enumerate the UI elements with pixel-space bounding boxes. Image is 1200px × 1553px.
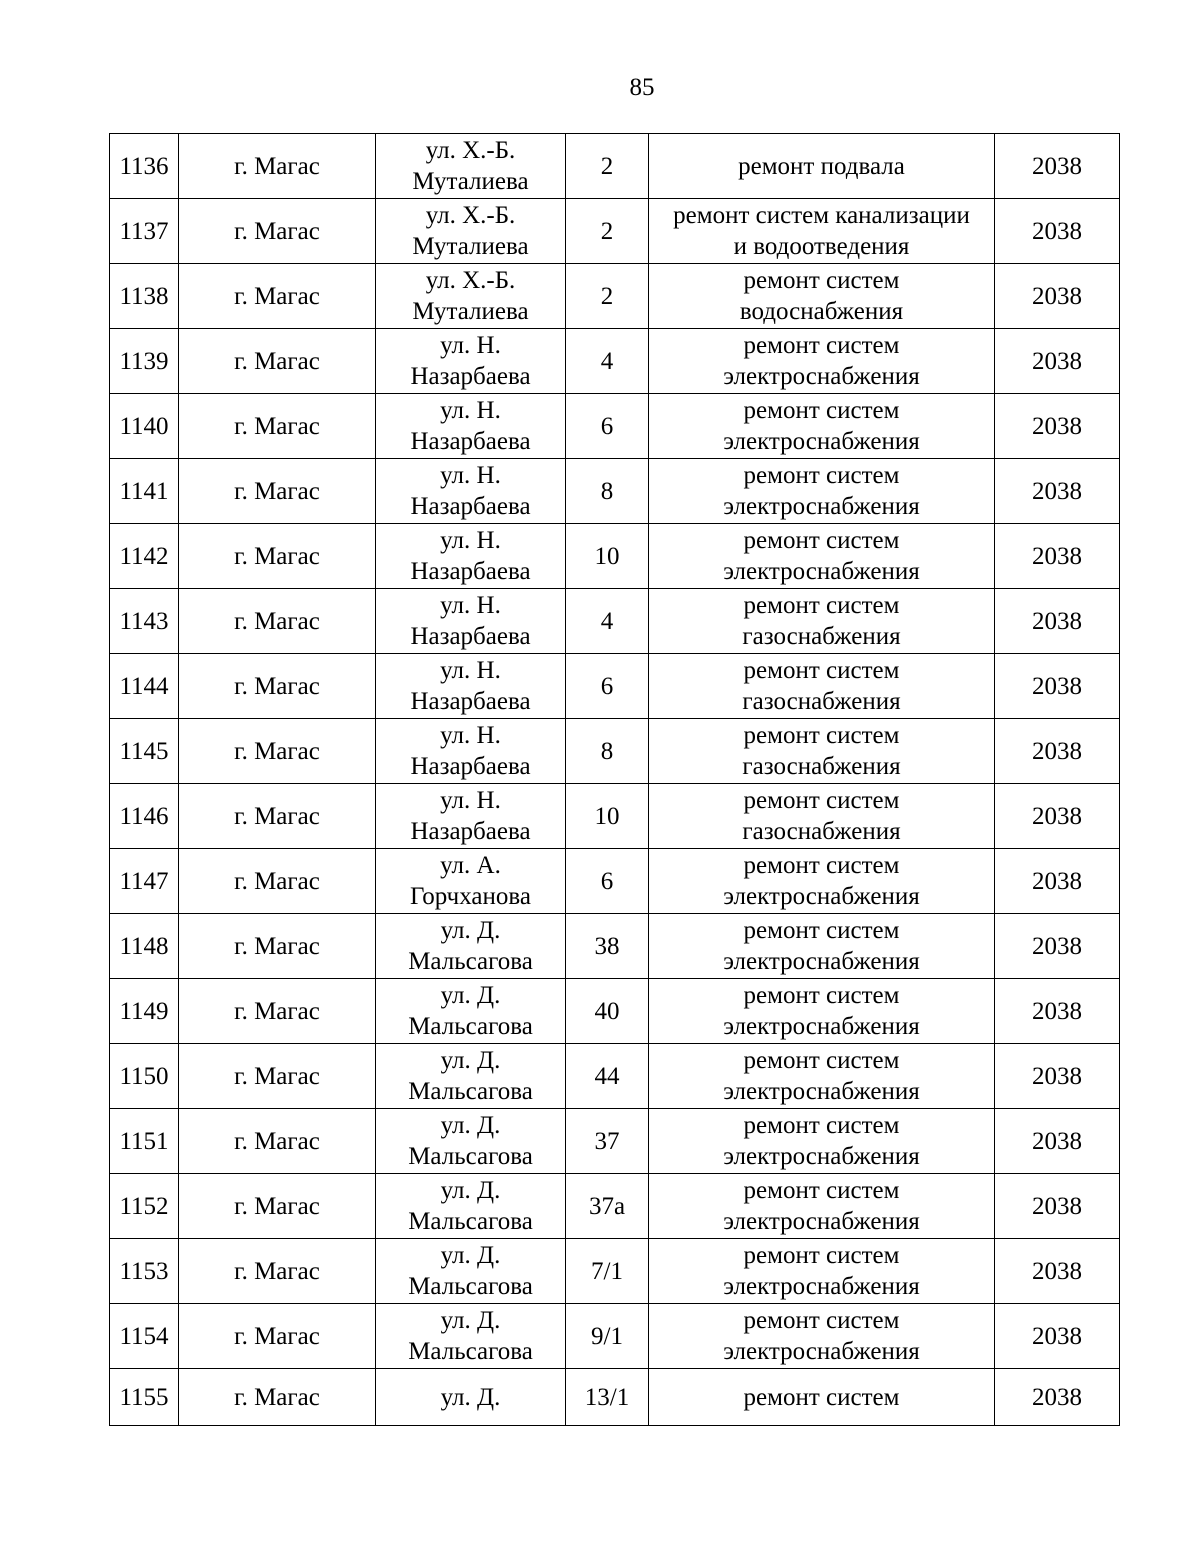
work-type-line: газоснабжения bbox=[742, 753, 901, 780]
table-row bbox=[110, 394, 1120, 459]
street-line: ул. Д. bbox=[440, 1242, 501, 1269]
work-type-line: ремонт систем bbox=[743, 787, 900, 814]
street-cell bbox=[376, 784, 566, 849]
year-cell: 2038 bbox=[995, 979, 1120, 1044]
street-cell bbox=[376, 134, 566, 199]
year-cell: 2038 bbox=[995, 329, 1120, 394]
work-type-line: электроснабжения bbox=[723, 1338, 920, 1365]
street-line: ул. Н. bbox=[440, 527, 501, 554]
city-cell: г. Магас bbox=[179, 914, 376, 979]
street-line: Горчханова bbox=[410, 883, 531, 910]
work-type-line: ремонт систем bbox=[743, 267, 900, 294]
street-cell bbox=[376, 1044, 566, 1109]
house-number-cell: 38 bbox=[566, 914, 649, 979]
street-line: ул. Н. bbox=[440, 657, 501, 684]
work-type-cell bbox=[649, 264, 995, 329]
work-type-line: ремонт систем bbox=[743, 1112, 900, 1139]
street-line: ул. Н. bbox=[440, 462, 501, 489]
work-type-line: электроснабжения bbox=[723, 558, 920, 585]
street-line: ул. Д. bbox=[440, 917, 501, 944]
table-row bbox=[110, 849, 1120, 914]
house-number-cell: 44 bbox=[566, 1044, 649, 1109]
work-type-line: ремонт систем канализации bbox=[673, 202, 970, 229]
house-number-cell: 4 bbox=[566, 329, 649, 394]
work-type-cell bbox=[649, 719, 995, 784]
street-cell bbox=[376, 914, 566, 979]
work-type-line: ремонт систем bbox=[743, 592, 900, 619]
work-type-cell bbox=[649, 1174, 995, 1239]
street-line: ул. Н. bbox=[440, 592, 501, 619]
row-number-cell: 1154 bbox=[110, 1304, 179, 1369]
work-type-line: ремонт систем bbox=[743, 1307, 900, 1334]
house-number-cell: 9/1 bbox=[566, 1304, 649, 1369]
row-number-cell: 1151 bbox=[110, 1109, 179, 1174]
work-type-cell bbox=[649, 1044, 995, 1109]
street-line: Муталиева bbox=[412, 298, 529, 325]
year-cell: 2038 bbox=[995, 654, 1120, 719]
year-cell: 2038 bbox=[995, 199, 1120, 264]
house-number-cell: 6 bbox=[566, 394, 649, 459]
city-cell: г. Магас bbox=[179, 329, 376, 394]
work-type-line: электроснабжения bbox=[723, 1273, 920, 1300]
year-cell: 2038 bbox=[995, 719, 1120, 784]
work-type-cell bbox=[649, 1369, 995, 1426]
row-number-cell: 1145 bbox=[110, 719, 179, 784]
street-line: Мальсагова bbox=[408, 1208, 533, 1235]
row-number-cell: 1141 bbox=[110, 459, 179, 524]
street-line: Назарбаева bbox=[410, 623, 531, 650]
street-line: ул. Н. bbox=[440, 722, 501, 749]
city-cell: г. Магас bbox=[179, 719, 376, 784]
city-cell: г. Магас bbox=[179, 1304, 376, 1369]
work-type-line: электроснабжения bbox=[723, 1013, 920, 1040]
table-row bbox=[110, 914, 1120, 979]
city-cell: г. Магас bbox=[179, 1109, 376, 1174]
house-number-cell: 37а bbox=[566, 1174, 649, 1239]
table-row bbox=[110, 1174, 1120, 1239]
work-type-line: газоснабжения bbox=[742, 818, 901, 845]
street-line: Назарбаева bbox=[410, 753, 531, 780]
city-cell: г. Магас bbox=[179, 979, 376, 1044]
table-row bbox=[110, 329, 1120, 394]
street-cell bbox=[376, 329, 566, 394]
city-cell: г. Магас bbox=[179, 589, 376, 654]
street-line: ул. Д. bbox=[440, 1307, 501, 1334]
row-number-cell: 1138 bbox=[110, 264, 179, 329]
table-row bbox=[110, 134, 1120, 199]
work-type-line: ремонт систем bbox=[743, 657, 900, 684]
street-cell bbox=[376, 849, 566, 914]
table-row bbox=[110, 199, 1120, 264]
table-body bbox=[110, 134, 1120, 1426]
year-cell: 2038 bbox=[995, 134, 1120, 199]
work-type-cell bbox=[649, 524, 995, 589]
row-number-cell: 1143 bbox=[110, 589, 179, 654]
house-number-cell: 2 bbox=[566, 264, 649, 329]
house-number-cell: 6 bbox=[566, 849, 649, 914]
street-cell bbox=[376, 654, 566, 719]
street-cell bbox=[376, 264, 566, 329]
repair-schedule-table bbox=[109, 133, 1120, 1426]
work-type-line: газоснабжения bbox=[742, 688, 901, 715]
work-type-cell bbox=[649, 394, 995, 459]
street-cell bbox=[376, 199, 566, 264]
street-line: ул. Д. bbox=[440, 1112, 501, 1139]
row-number-cell: 1137 bbox=[110, 199, 179, 264]
house-number-cell: 10 bbox=[566, 784, 649, 849]
street-line: ул. Д. bbox=[440, 1383, 501, 1411]
street-line: ул. Д. bbox=[440, 1177, 501, 1204]
work-type-line: ремонт систем bbox=[743, 917, 900, 944]
street-cell bbox=[376, 719, 566, 784]
city-cell: г. Магас bbox=[179, 654, 376, 719]
row-number-cell: 1148 bbox=[110, 914, 179, 979]
street-line: Назарбаева bbox=[410, 493, 531, 520]
house-number-cell: 2 bbox=[566, 199, 649, 264]
street-line: ул. Х.-Б. bbox=[425, 137, 516, 164]
house-number-cell: 2 bbox=[566, 134, 649, 199]
work-type-cell bbox=[649, 654, 995, 719]
work-type-cell bbox=[649, 849, 995, 914]
work-type-line: и водоотведения bbox=[733, 233, 910, 260]
year-cell: 2038 bbox=[995, 1109, 1120, 1174]
street-cell bbox=[376, 1304, 566, 1369]
table-row bbox=[110, 264, 1120, 329]
year-cell: 2038 bbox=[995, 1174, 1120, 1239]
street-line: Мальсагова bbox=[408, 948, 533, 975]
table-row bbox=[110, 1369, 1120, 1426]
work-type-line: ремонт подвала bbox=[738, 152, 905, 180]
table-row bbox=[110, 654, 1120, 719]
street-line: ул. Х.-Б. bbox=[425, 202, 516, 229]
table-row bbox=[110, 524, 1120, 589]
table-row bbox=[110, 1044, 1120, 1109]
street-cell bbox=[376, 979, 566, 1044]
row-number-cell: 1144 bbox=[110, 654, 179, 719]
row-number-cell: 1155 bbox=[110, 1369, 179, 1426]
year-cell: 2038 bbox=[995, 1044, 1120, 1109]
city-cell: г. Магас bbox=[179, 524, 376, 589]
year-cell: 2038 bbox=[995, 459, 1120, 524]
work-type-cell bbox=[649, 589, 995, 654]
work-type-line: ремонт систем bbox=[743, 462, 900, 489]
street-line: Мальсагова bbox=[408, 1338, 533, 1365]
row-number-cell: 1150 bbox=[110, 1044, 179, 1109]
table-row bbox=[110, 719, 1120, 784]
street-line: Муталиева bbox=[412, 168, 529, 195]
row-number-cell: 1140 bbox=[110, 394, 179, 459]
house-number-cell: 10 bbox=[566, 524, 649, 589]
street-cell bbox=[376, 1174, 566, 1239]
row-number-cell: 1146 bbox=[110, 784, 179, 849]
year-cell: 2038 bbox=[995, 849, 1120, 914]
table-row bbox=[110, 1304, 1120, 1369]
year-cell: 2038 bbox=[995, 589, 1120, 654]
page-number: 85 bbox=[629, 74, 655, 101]
house-number-cell: 40 bbox=[566, 979, 649, 1044]
house-number-cell: 4 bbox=[566, 589, 649, 654]
street-line: Назарбаева bbox=[410, 558, 531, 585]
street-line: ул. Х.-Б. bbox=[425, 267, 516, 294]
street-line: ул. Н. bbox=[440, 397, 501, 424]
table-row bbox=[110, 589, 1120, 654]
street-line: Муталиева bbox=[412, 233, 529, 260]
street-line: ул. А. bbox=[440, 852, 501, 879]
work-type-line: ремонт систем bbox=[743, 982, 900, 1009]
year-cell: 2038 bbox=[995, 784, 1120, 849]
street-line: Назарбаева bbox=[410, 688, 531, 715]
row-number-cell: 1147 bbox=[110, 849, 179, 914]
house-number-cell: 8 bbox=[566, 719, 649, 784]
table-row bbox=[110, 979, 1120, 1044]
street-line: ул. Д. bbox=[440, 1047, 501, 1074]
city-cell: г. Магас bbox=[179, 1369, 376, 1426]
city-cell: г. Магас bbox=[179, 849, 376, 914]
work-type-line: ремонт систем bbox=[743, 1383, 900, 1411]
year-cell: 2038 bbox=[995, 1369, 1120, 1426]
work-type-line: ремонт систем bbox=[743, 1242, 900, 1269]
row-number-cell: 1152 bbox=[110, 1174, 179, 1239]
house-number-cell: 7/1 bbox=[566, 1239, 649, 1304]
work-type-line: электроснабжения bbox=[723, 1208, 920, 1235]
year-cell: 2038 bbox=[995, 914, 1120, 979]
work-type-line: ремонт систем bbox=[743, 1047, 900, 1074]
street-cell bbox=[376, 589, 566, 654]
street-cell bbox=[376, 1239, 566, 1304]
house-number-cell: 6 bbox=[566, 654, 649, 719]
street-line: Мальсагова bbox=[408, 1013, 533, 1040]
work-type-cell bbox=[649, 134, 995, 199]
work-type-line: электроснабжения bbox=[723, 493, 920, 520]
row-number-cell: 1149 bbox=[110, 979, 179, 1044]
year-cell: 2038 bbox=[995, 524, 1120, 589]
table-row bbox=[110, 459, 1120, 524]
row-number-cell: 1142 bbox=[110, 524, 179, 589]
street-cell bbox=[376, 1109, 566, 1174]
house-number-cell: 37 bbox=[566, 1109, 649, 1174]
city-cell: г. Магас bbox=[179, 1239, 376, 1304]
work-type-cell bbox=[649, 329, 995, 394]
work-type-cell bbox=[649, 199, 995, 264]
work-type-line: водоснабжения bbox=[739, 298, 904, 325]
work-type-cell bbox=[649, 914, 995, 979]
city-cell: г. Магас bbox=[179, 1174, 376, 1239]
row-number-cell: 1139 bbox=[110, 329, 179, 394]
street-line: ул. Д. bbox=[440, 982, 501, 1009]
work-type-cell bbox=[649, 1239, 995, 1304]
row-number-cell: 1136 bbox=[110, 134, 179, 199]
street-cell bbox=[376, 524, 566, 589]
city-cell: г. Магас bbox=[179, 784, 376, 849]
street-line: Мальсагова bbox=[408, 1273, 533, 1300]
street-line: Назарбаева bbox=[410, 428, 531, 455]
work-type-line: ремонт систем bbox=[743, 722, 900, 749]
city-cell: г. Магас bbox=[179, 134, 376, 199]
house-number-cell: 13/1 bbox=[566, 1369, 649, 1426]
work-type-line: электроснабжения bbox=[723, 948, 920, 975]
table-row bbox=[110, 1239, 1120, 1304]
row-number-cell: 1153 bbox=[110, 1239, 179, 1304]
city-cell: г. Магас bbox=[179, 264, 376, 329]
work-type-line: электроснабжения bbox=[723, 1078, 920, 1105]
work-type-line: газоснабжения bbox=[742, 623, 901, 650]
table-row bbox=[110, 1109, 1120, 1174]
work-type-line: ремонт систем bbox=[743, 527, 900, 554]
work-type-cell bbox=[649, 459, 995, 524]
work-type-line: ремонт систем bbox=[743, 332, 900, 359]
year-cell: 2038 bbox=[995, 1304, 1120, 1369]
work-type-line: ремонт систем bbox=[743, 1177, 900, 1204]
work-type-cell bbox=[649, 979, 995, 1044]
street-cell bbox=[376, 459, 566, 524]
work-type-line: ремонт систем bbox=[743, 397, 900, 424]
work-type-cell bbox=[649, 1304, 995, 1369]
work-type-line: электроснабжения bbox=[723, 428, 920, 455]
city-cell: г. Магас bbox=[179, 394, 376, 459]
street-line: Назарбаева bbox=[410, 363, 531, 390]
year-cell: 2038 bbox=[995, 264, 1120, 329]
work-type-line: ремонт систем bbox=[743, 852, 900, 879]
work-type-line: электроснабжения bbox=[723, 883, 920, 910]
work-type-cell bbox=[649, 784, 995, 849]
work-type-line: электроснабжения bbox=[723, 363, 920, 390]
city-cell: г. Магас bbox=[179, 1044, 376, 1109]
street-cell bbox=[376, 394, 566, 459]
street-line: ул. Н. bbox=[440, 332, 501, 359]
table-row bbox=[110, 784, 1120, 849]
city-cell: г. Магас bbox=[179, 199, 376, 264]
street-cell bbox=[376, 1369, 566, 1426]
street-line: Мальсагова bbox=[408, 1143, 533, 1170]
year-cell: 2038 bbox=[995, 1239, 1120, 1304]
work-type-cell bbox=[649, 1109, 995, 1174]
street-line: Мальсагова bbox=[408, 1078, 533, 1105]
house-number-cell: 8 bbox=[566, 459, 649, 524]
year-cell: 2038 bbox=[995, 394, 1120, 459]
street-line: ул. Н. bbox=[440, 787, 501, 814]
street-line: Назарбаева bbox=[410, 818, 531, 845]
city-cell: г. Магас bbox=[179, 459, 376, 524]
work-type-line: электроснабжения bbox=[723, 1143, 920, 1170]
